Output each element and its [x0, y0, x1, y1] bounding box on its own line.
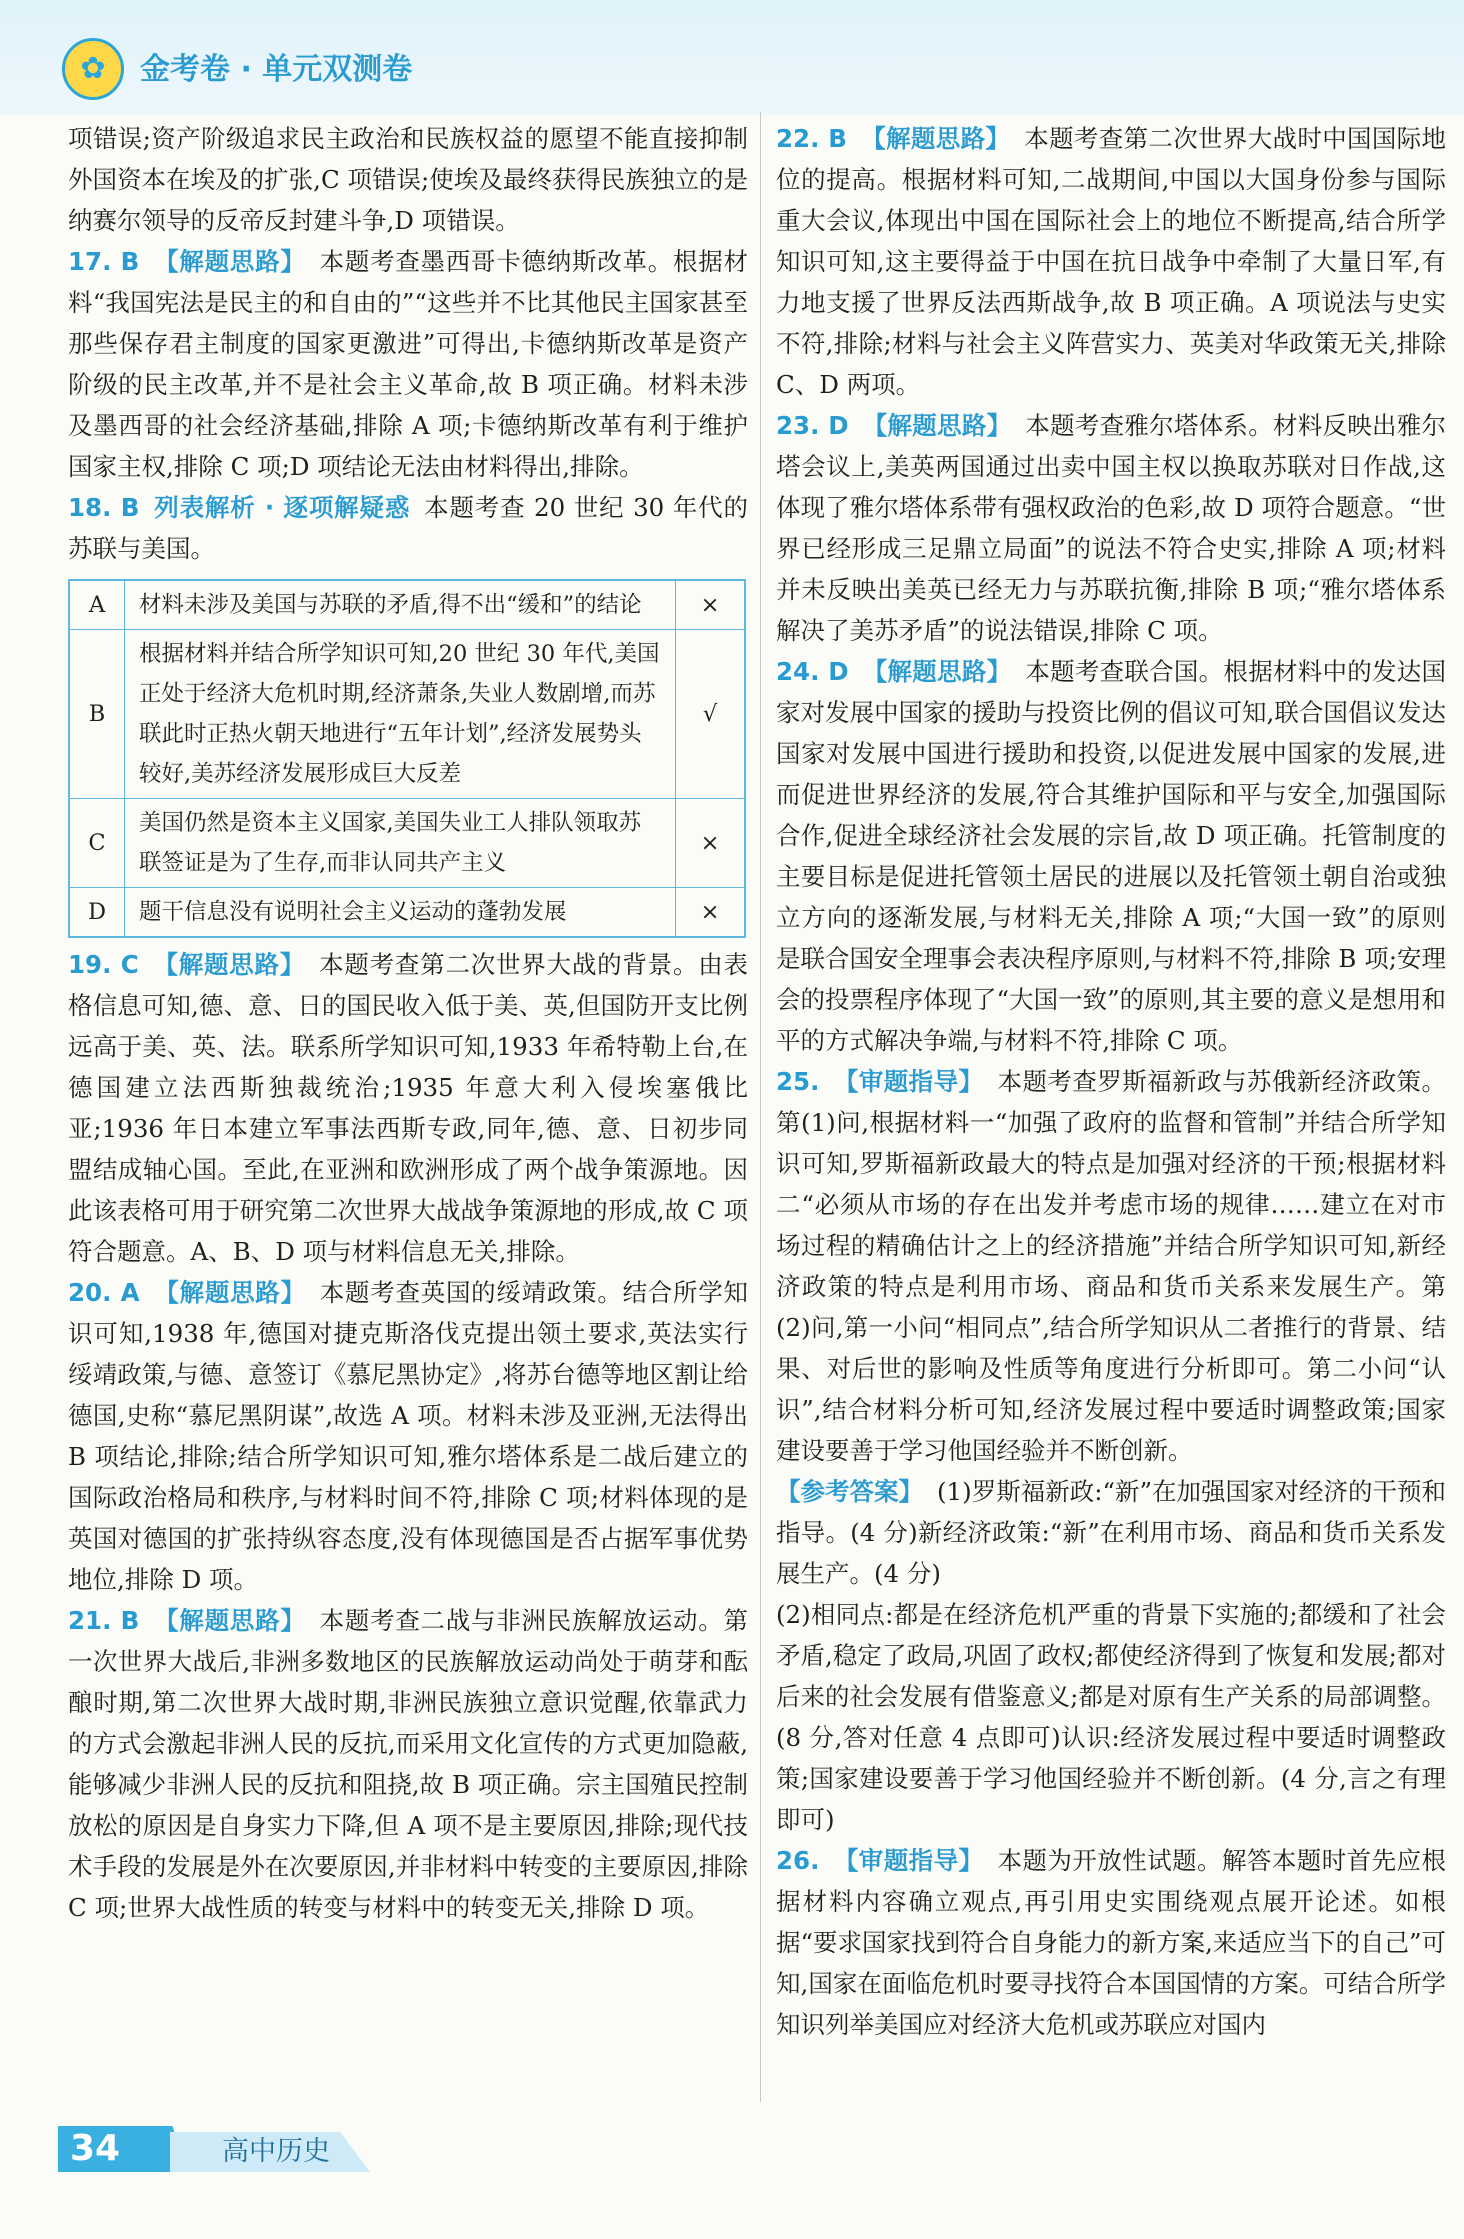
left-column — [68, 118, 748, 1928]
option-analysis: 美国仍然是资本主义国家,美国失业工人排队领取苏联签证是为了生存,而非认同共产主义 — [125, 799, 676, 888]
option-analysis: 题干信息没有说明社会主义运动的蓬勃发展 — [125, 888, 676, 938]
answer-26 — [776, 1840, 1446, 2045]
answer-text-26: 本题为开放性试题。解答本题时首先应根据材料内容确立观点,再引用史实围绕观点展开论述。如根据“要求国家找到符合自身能力的新方案,来适应当下的自己”可知,国家在面临危机时要寻找符合本国国情的方案。可结合所学知识列举美国应对经济大危机或苏联应对国内 — [776, 1846, 1447, 2039]
table-row — [69, 799, 745, 888]
answer-text-25: 本题考查罗斯福新政与苏俄新经济政策。第(1)问,根据材料一“加强了政府的监督和管制”并结合所学知识可知,罗斯福新政最大的特点是加强对经济的干预;根据材料二“必须从市场的存在出发并考虑市场的规律……建立在对市场过程的精确估计之上的经济措施”并结合所学知识可知,新经济政策的特点是利用市场、商品和货币关系来发展生产。第(2)问,第一小问“相同点”,结合所学知识从二者推行的背景、结果、对后世的影响及性质等角度进行分析即可。第二小问“认识”,结合材料分析可知,经济发展过程中要适时调整政策;国家建设要善于学习他国经验并不断创新。 — [776, 1067, 1447, 1465]
question-number-21: 21. B — [68, 1606, 140, 1635]
subject-label: 高中历史 — [222, 2136, 330, 2167]
option-analysis: 材料未涉及美国与苏联的矛盾,得不出“缓和”的结论 — [125, 580, 676, 630]
answer-text-22: 本题考查第二次世界大战时中国国际地位的提高。根据材料可知,二战期间,中国以大国身份参与国际重大会议,体现出中国在国际社会上的地位不断提高,结合所学知识可知,这主要得益于中国在抗日战争中牵制了大量日军,有力地支援了世界反法西斯战争,故 B 项正确。A 项说法与史实不符,排除;材料与社会主义阵营实力、英美对华政策无关,排除 C、D 两项。 — [776, 124, 1447, 399]
table-row — [69, 630, 745, 799]
question-number-26: 26. — [776, 1846, 820, 1875]
page-header — [0, 0, 1464, 115]
question-number-18: 18. B — [68, 493, 140, 522]
table-row — [69, 888, 745, 938]
tag-19: 【解题思路】 — [152, 950, 306, 979]
answer-19 — [68, 944, 748, 1272]
lotus-logo-icon: ✿ — [62, 38, 124, 100]
tag-20: 【解题思路】 — [153, 1278, 306, 1307]
tag-21: 【解题思路】 — [153, 1606, 306, 1635]
question-number-23: 23. D — [776, 411, 849, 440]
option-letter: D — [69, 888, 125, 938]
option-analysis-table — [68, 579, 746, 938]
answer-20 — [68, 1272, 748, 1600]
question-number-25: 25. — [776, 1067, 820, 1096]
question-number-22: 22. B — [776, 124, 847, 153]
paragraph-intro: 项错误;资产阶级追求民主政治和民族权益的愿望不能直接抑制外国资本在埃及的扩张,C 项错误;使埃及最终获得民族独立的是纳赛尔领导的反帝反封建斗争,D 项错误。 — [68, 124, 748, 235]
answer-25 — [776, 1061, 1446, 1471]
question-number-17: 17. B — [68, 247, 140, 276]
verdict-mark: √ — [676, 630, 746, 799]
answer-18 — [68, 487, 748, 569]
answer-text-23: 本题考查雅尔塔体系。材料反映出雅尔塔会议上,美英两国通过出卖中国主权以换取苏联对日作战,这体现了雅尔塔体系带有强权政治的色彩,故 D 项符合题意。“世界已经形成三足鼎立局面”的说法不符合史实,排除 A 项;材料并未反映出美英已经无力与苏联抗衡,排除 B 项;“雅尔塔体系解决了美苏矛盾”的说法错误,排除 C 项。 — [776, 411, 1447, 645]
tag-24: 【解题思路】 — [862, 657, 1012, 686]
verdict-mark: × — [676, 799, 746, 888]
tag-26: 【审题指导】 — [833, 1846, 984, 1875]
tag-17: 【解题思路】 — [153, 247, 306, 276]
option-analysis: 根据材料并结合所学知识可知,20 世纪 30 年代,美国正处于经济大危机时期,经济萧条,失业人数剧增,而苏联此时正热火朝天地进行“五年计划”,经济发展势头较好,美苏经济发展形成巨大反差 — [125, 630, 676, 799]
answer-text-18: 本题考查 20 世纪 30 年代的苏联与美国。 — [68, 493, 748, 563]
answer-text-17: 本题考查墨西哥卡德纳斯改革。根据材料“我国宪法是民主的和自由的”“这些并不比其他民主国家甚至那些保存君主制度的国家更激进”可得出,卡德纳斯改革是资产阶级的民主改革,并不是社会主义革命,故 B 项正确。材料未涉及墨西哥的社会经济基础,排除 A 项;卡德纳斯改革有利于维护国家主权,排除 C 项;D 项结论无法由材料得出,排除。 — [68, 247, 749, 481]
option-letter: C — [69, 799, 125, 888]
answer-text-20: 本题考查英国的绥靖政策。结合所学知识可知,1938 年,德国对捷克斯洛伐克提出领土要求,英法实行绥靖政策,与德、意签订《慕尼黑协定》,将苏台德等地区割让给德国,史称“慕尼黑阴谋”,故选 A 项。材料未涉及亚洲,无法得出 B 项结论,排除;结合所学知识可知,雅尔塔体系是二战后建立的国际政治格局和秩序,与材料时间不符,排除 C 项;材料体现的是英国对德国的扩张持纵容态度,没有体现德国是否占据军事优势地位,排除 D 项。 — [68, 1278, 749, 1594]
answer-text-24: 本题考查联合国。根据材料中的发达国家对发展中国家的援助与投资比例的倡议可知,联合国倡议发达国家对发展中国进行援助和投资,以促进发展中国家的发展,进而促进世界经济的发展,符合其维护国际和平与安全,加强国际合作,促进全球经济社会发展的宗旨,故 D 项正确。托管制度的主要目标是促进托管领土居民的进展以及托管领土朝自治或独立方向的逐渐发展,与材料无关,排除 A 项;“大国一致”的原则是联合国安全理事会表决程序原则,与材料不符,排除 B 项;安理会的投票程序体现了“大国一致”的原则,其主要的意义是想用和平的方式解决争端,与材料不符,排除 C 项。 — [776, 657, 1447, 1055]
answer-17 — [68, 241, 748, 487]
option-letter: B — [69, 630, 125, 799]
column-divider — [760, 112, 761, 2102]
brand-title: 金考卷 · 单元双测卷 — [140, 52, 413, 87]
page-number: 34 — [70, 2128, 121, 2169]
reference-answer-text-1: (1)罗斯福新政:“新”在加强国家对经济的干预和指导。(4 分)新经济政策:“新”在利用市场、商品和货币关系发展生产。(4 分) — [776, 1477, 1447, 1588]
table-row — [69, 580, 745, 630]
reference-answer-1 — [776, 1471, 1446, 1594]
reference-answer-2: (2)相同点:都是在经济危机严重的背景下实施的;都缓和了社会矛盾,稳定了政局,巩固了政权;都使经济得到了恢复和发展;都对后来的社会发展有借鉴意义;都是对原有生产关系的局部调整。(8 分,答对任意 4 点即可)认识:经济发展过程中要适时调整政策;国家建设要善于学习他国经验并不断创新。(4 分,言之有理即可) — [776, 1600, 1446, 1834]
answer-text-21: 本题考查二战与非洲民族解放运动。第一次世界大战后,非洲多数地区的民族解放运动尚处于萌芽和酝酿时期,第二次世界大战时期,非洲民族独立意识觉醒,依靠武力的方式会激起非洲人民的反抗,而采用文化宣传的方式更加隐蔽,能够减少非洲人民的反抗和阻挠,故 B 项正确。宗主国殖民控制放松的原因是自身实力下降,但 A 项不是主要原因,排除;现代技术手段的发展是外在次要原因,并非材料中转变的主要原因,排除 C 项;世界大战性质的转变与材料中的转变无关,排除 D 项。 — [68, 1606, 749, 1922]
answer-22 — [776, 118, 1446, 405]
tag-22: 【解题思路】 — [860, 124, 1011, 153]
answer-21 — [68, 1600, 748, 1928]
reference-answer-tag: 【参考答案】 — [776, 1477, 923, 1506]
verdict-mark: × — [676, 580, 746, 630]
tag-25: 【审题指导】 — [833, 1067, 984, 1096]
question-number-19: 19. C — [68, 950, 139, 979]
question-number-24: 24. D — [776, 657, 849, 686]
tag-23: 【解题思路】 — [862, 411, 1012, 440]
right-column — [776, 118, 1446, 2045]
answer-text-19: 本题考查第二次世界大战的背景。由表格信息可知,德、意、日的国民收入低于美、英,但国防开支比例远高于美、英、法。联系所学知识可知,1933 年希特勒上台,在德国建立法西斯独裁统治;1935 年意大利入侵埃塞俄比亚;1936 年日本建立军事法西斯专政,同年,德、意、日初步同盟结成轴心国。至此,在亚洲和欧洲形成了两个战争策源地。因此该表格可用于研究第二次世界大战战争策源地的形成,故 C 项符合题意。A、B、D 项与材料信息无关,排除。 — [68, 950, 748, 1266]
question-number-20: 20. A — [68, 1278, 140, 1307]
answer-23 — [776, 405, 1446, 651]
tag-18: 列表解析 · 逐项解疑惑 — [153, 493, 411, 522]
option-letter: A — [69, 580, 125, 630]
verdict-mark: × — [676, 888, 746, 938]
answer-24 — [776, 651, 1446, 1061]
